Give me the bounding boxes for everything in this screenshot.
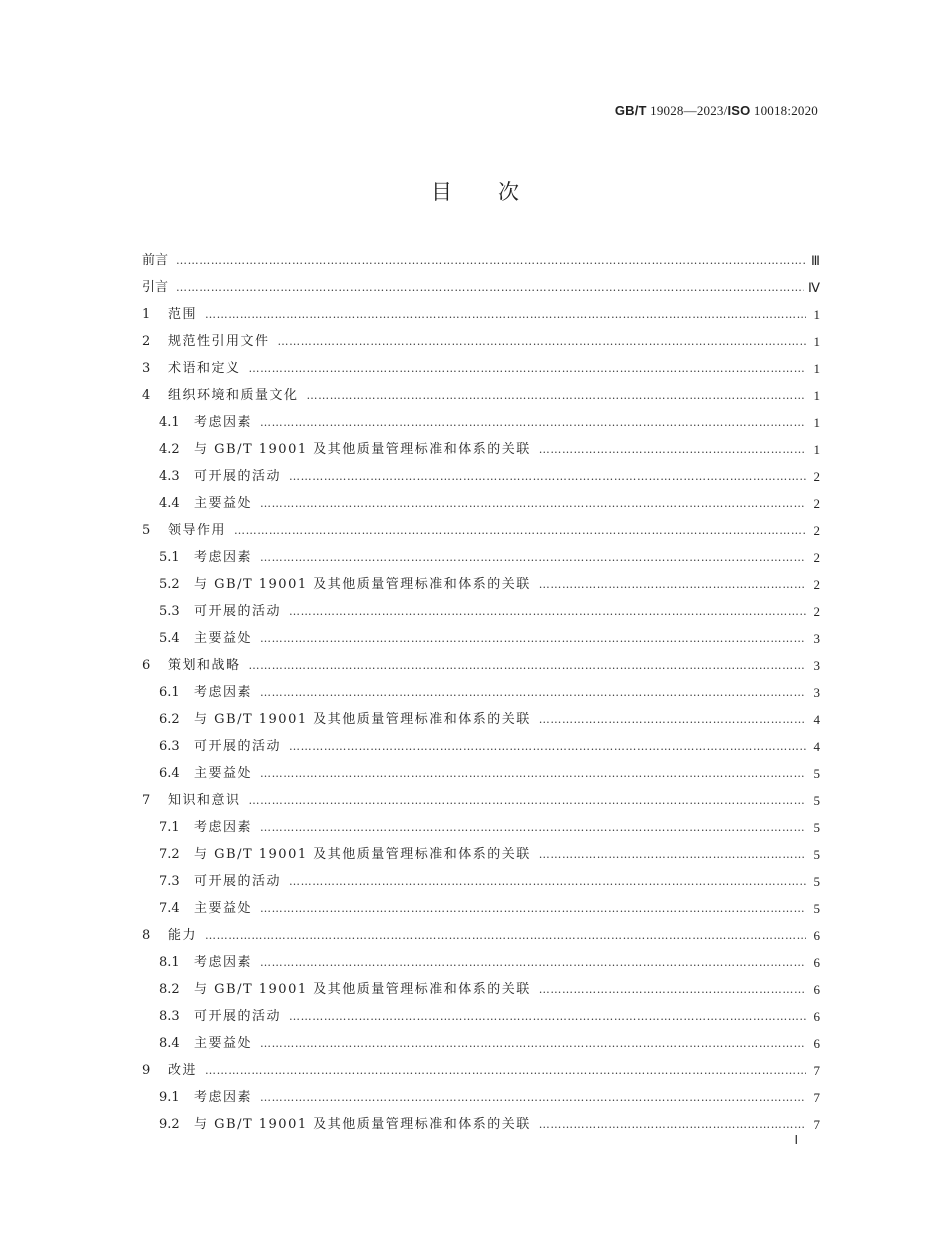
toc-entry-title: 主要益处: [194, 901, 253, 916]
toc-entry-number: 5.3: [159, 604, 180, 619]
toc-leader-dots: [289, 733, 806, 760]
toc-entry-number: 4.1: [159, 415, 180, 430]
toc-leader-dots: [278, 328, 806, 355]
toc-entry-page: 7: [813, 1063, 820, 1078]
toc-entry-number: 6.4: [159, 766, 180, 781]
toc-entry-page: 4: [813, 739, 820, 754]
toc-entry-title: 可开展的活动: [194, 1009, 282, 1024]
toc-entry-page: 7: [813, 1090, 820, 1105]
toc-entry-number: 7.1: [159, 820, 180, 835]
toc-leader-dots: [205, 1057, 806, 1084]
toc-entry[interactable]: [142, 922, 820, 949]
toc-entry[interactable]: [142, 1084, 820, 1111]
toc-entry-page: 6: [813, 1036, 820, 1051]
toc-entry-page: 4: [813, 712, 820, 727]
toc-entry[interactable]: [142, 382, 820, 409]
toc-leader-dots: [289, 868, 806, 895]
toc-entry-title: 与 GB/T 19001 及其他质量管理标准和体系的关联: [194, 847, 531, 862]
toc-leader-dots: [249, 652, 806, 679]
toc-entry-page: 5: [813, 847, 820, 862]
toc-leader-dots: [260, 1030, 806, 1057]
toc-entry-title: 考虑因素: [194, 820, 253, 835]
document-code: [615, 103, 818, 119]
toc-entry-title: 考虑因素: [194, 685, 253, 700]
toc-entry-page: 1: [813, 334, 820, 349]
toc-entry-title: 与 GB/T 19001 及其他质量管理标准和体系的关联: [194, 1117, 531, 1132]
toc-entry-title: 与 GB/T 19001 及其他质量管理标准和体系的关联: [194, 577, 531, 592]
toc-entry-page: 5: [813, 793, 820, 808]
toc-entry-title: 与 GB/T 19001 及其他质量管理标准和体系的关联: [194, 712, 531, 727]
toc-entry[interactable]: [142, 679, 820, 706]
toc-leader-dots: [289, 463, 806, 490]
iso-number: 10018:2020: [750, 103, 818, 118]
toc-leader-dots: [539, 571, 806, 598]
toc-leader-dots: [260, 814, 806, 841]
toc-entry-title: 考虑因素: [194, 550, 253, 565]
page-number: Ⅰ: [794, 1133, 798, 1147]
table-of-contents: [142, 247, 820, 1138]
toc-entry-title: 知识和意识: [168, 793, 241, 808]
toc-entry-page: 2: [813, 550, 820, 565]
toc-entry[interactable]: [142, 841, 820, 868]
toc-entry[interactable]: [142, 328, 820, 355]
toc-entry[interactable]: [142, 544, 820, 571]
toc-entry-page: 6: [813, 1009, 820, 1024]
toc-entry-title: 规范性引用文件: [168, 334, 270, 349]
toc-entry[interactable]: [142, 409, 820, 436]
toc-entry[interactable]: [142, 814, 820, 841]
toc-entry-title: 范围: [168, 307, 198, 322]
toc-entry-number: 9.1: [159, 1090, 180, 1105]
toc-entry[interactable]: [142, 247, 820, 274]
toc-entry[interactable]: [142, 976, 820, 1003]
toc-entry-number: 7: [142, 793, 151, 808]
toc-entry-number: 5.4: [159, 631, 180, 646]
toc-entry[interactable]: [142, 598, 820, 625]
toc-entry[interactable]: [142, 1057, 820, 1084]
toc-entry-page: 1: [813, 361, 820, 376]
toc-entry-page: 6: [813, 928, 820, 943]
toc-entry-title: 前言: [142, 253, 169, 268]
toc-entry-title: 考虑因素: [194, 1090, 253, 1105]
toc-entry-title: 术语和定义: [168, 361, 241, 376]
toc-leader-dots: [289, 1003, 806, 1030]
toc-entry-number: 6.2: [159, 712, 180, 727]
toc-entry-number: 5: [142, 523, 151, 538]
toc-entry-title: 策划和战略: [168, 658, 241, 673]
toc-entry-page: 1: [813, 442, 820, 457]
toc-entry-number: 6.1: [159, 685, 180, 700]
toc-entry-title: 与 GB/T 19001 及其他质量管理标准和体系的关联: [194, 442, 531, 457]
toc-leader-dots: [260, 1084, 806, 1111]
toc-entry-page: 2: [813, 496, 820, 511]
toc-entry-title: 能力: [168, 928, 198, 943]
toc-entry-page: 2: [813, 469, 820, 484]
toc-leader-dots: [234, 517, 806, 544]
toc-entry-number: 3: [142, 361, 151, 376]
toc-entry-number: 6: [142, 658, 151, 673]
toc-leader-dots: [205, 922, 806, 949]
toc-entry-title: 可开展的活动: [194, 739, 282, 754]
toc-entry[interactable]: [142, 571, 820, 598]
toc-entry[interactable]: [142, 355, 820, 382]
page-title: 目次: [431, 180, 565, 204]
toc-entry-number: 8.3: [159, 1009, 180, 1024]
toc-leader-dots: [260, 490, 806, 517]
toc-entry[interactable]: [142, 463, 820, 490]
toc-entry-page: 1: [813, 388, 820, 403]
toc-entry-page: 1: [813, 415, 820, 430]
toc-leader-dots: [205, 301, 806, 328]
toc-entry[interactable]: [142, 868, 820, 895]
toc-entry-title: 主要益处: [194, 766, 253, 781]
toc-entry-number: 8.2: [159, 982, 180, 997]
toc-leader-dots: [539, 976, 806, 1003]
toc-entry-title: 领导作用: [168, 523, 227, 538]
toc-leader-dots: [260, 895, 806, 922]
toc-entry-title: 组织环境和质量文化: [168, 388, 299, 403]
toc-entry-page: Ⅲ: [811, 253, 820, 268]
toc-entry-title: 可开展的活动: [194, 604, 282, 619]
toc-leader-dots: [260, 544, 806, 571]
toc-entry-page: 5: [813, 766, 820, 781]
toc-entry[interactable]: [142, 1030, 820, 1057]
toc-leader-dots: [260, 409, 806, 436]
toc-entry-number: 4.2: [159, 442, 180, 457]
toc-entry-page: 3: [813, 631, 820, 646]
toc-leader-dots: [539, 436, 806, 463]
toc-entry-title: 改进: [168, 1063, 198, 1078]
toc-entry-page: 1: [813, 307, 820, 322]
toc-entry-page: 2: [813, 523, 820, 538]
toc-entry[interactable]: [142, 1003, 820, 1030]
toc-entry-number: 4.4: [159, 496, 180, 511]
toc-entry[interactable]: [142, 301, 820, 328]
toc-entry[interactable]: [142, 436, 820, 463]
toc-leader-dots: [289, 598, 806, 625]
toc-entry[interactable]: [142, 787, 820, 814]
toc-entry-page: Ⅳ: [808, 280, 820, 295]
toc-entry[interactable]: [142, 652, 820, 679]
toc-entry-number: 7.2: [159, 847, 180, 862]
toc-entry-page: 6: [813, 955, 820, 970]
standard-number: 19028—2023/: [646, 103, 728, 118]
toc-entry-page: 5: [813, 820, 820, 835]
toc-entry-title: 主要益处: [194, 1036, 253, 1051]
toc-entry-title: 主要益处: [194, 496, 253, 511]
toc-entry[interactable]: [142, 733, 820, 760]
toc-entry-page: 7: [813, 1117, 820, 1132]
toc-entry-number: 7.4: [159, 901, 180, 916]
toc-entry-number: 1: [142, 307, 151, 322]
toc-entry-number: 4.3: [159, 469, 180, 484]
toc-entry-page: 6: [813, 982, 820, 997]
toc-leader-dots: [249, 355, 806, 382]
toc-entry-page: 2: [813, 604, 820, 619]
toc-entry[interactable]: [142, 949, 820, 976]
toc-entry-title: 引言: [142, 280, 169, 295]
toc-leader-dots: [260, 679, 806, 706]
toc-entry-page: 3: [813, 658, 820, 673]
iso-prefix: ISO: [727, 103, 751, 118]
toc-entry-number: 5.2: [159, 577, 180, 592]
toc-leader-dots: [539, 841, 806, 868]
toc-leader-dots: [176, 274, 804, 301]
toc-leader-dots: [307, 382, 806, 409]
toc-entry[interactable]: [142, 625, 820, 652]
toc-entry-page: 3: [813, 685, 820, 700]
toc-entry-number: 2: [142, 334, 151, 349]
toc-leader-dots: [176, 247, 806, 274]
toc-entry-title: 主要益处: [194, 631, 253, 646]
toc-entry[interactable]: [142, 895, 820, 922]
toc-entry-page: 5: [813, 874, 820, 889]
toc-entry-title: 与 GB/T 19001 及其他质量管理标准和体系的关联: [194, 982, 531, 997]
toc-entry-title: 考虑因素: [194, 955, 253, 970]
toc-entry-number: 9: [142, 1063, 151, 1078]
toc-entry-title: 可开展的活动: [194, 469, 282, 484]
toc-entry[interactable]: [142, 1111, 820, 1138]
toc-entry-page: 5: [813, 901, 820, 916]
toc-entry-number: 8: [142, 928, 151, 943]
toc-entry-number: 8.1: [159, 955, 180, 970]
toc-entry-number: 5.1: [159, 550, 180, 565]
toc-leader-dots: [260, 949, 806, 976]
toc-entry-number: 9.2: [159, 1117, 180, 1132]
toc-entry[interactable]: [142, 760, 820, 787]
toc-entry-page: 2: [813, 577, 820, 592]
toc-leader-dots: [249, 787, 806, 814]
toc-leader-dots: [260, 760, 806, 787]
toc-entry-title: 考虑因素: [194, 415, 253, 430]
toc-entry-title: 可开展的活动: [194, 874, 282, 889]
toc-leader-dots: [539, 706, 806, 733]
toc-entry-number: 6.3: [159, 739, 180, 754]
toc-entry[interactable]: [142, 274, 820, 301]
standard-prefix: GB/T: [614, 103, 647, 118]
toc-entry[interactable]: [142, 490, 820, 517]
toc-entry-number: 4: [142, 388, 151, 403]
toc-leader-dots: [260, 625, 806, 652]
toc-leader-dots: [539, 1111, 806, 1138]
toc-entry[interactable]: [142, 706, 820, 733]
toc-entry-number: 8.4: [159, 1036, 180, 1051]
toc-entry-number: 7.3: [159, 874, 180, 889]
toc-entry[interactable]: [142, 517, 820, 544]
